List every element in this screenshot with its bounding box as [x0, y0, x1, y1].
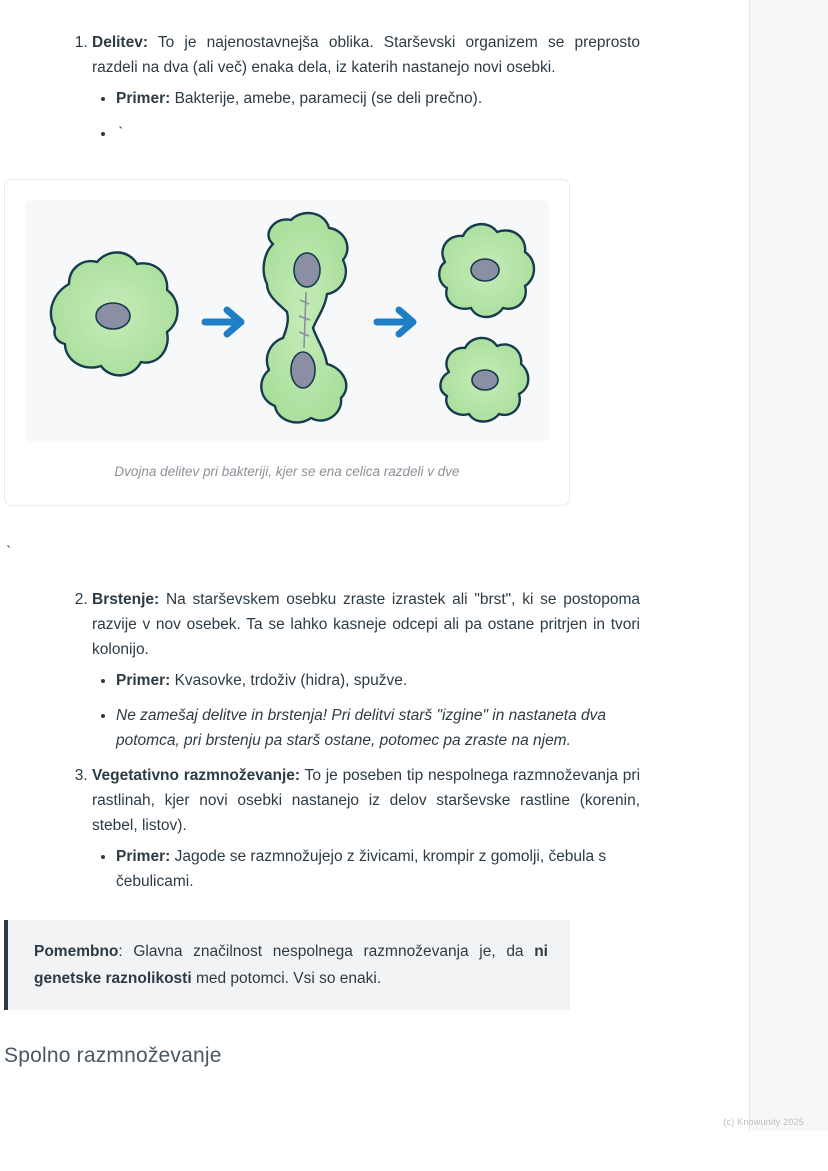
list-item: [92, 587, 640, 753]
sub-item-text: `: [116, 125, 126, 143]
sub-item-text: Kvasovke, trdoživ (hidra), spužve.: [170, 672, 408, 689]
sub-item-term: Primer:: [116, 90, 171, 107]
watermark: (c) Knowunity 2025: [723, 1117, 804, 1127]
important-callout: [4, 920, 570, 1010]
list-item: [116, 121, 640, 147]
sub-item-text: Jagode se razmnožujejo z živicami, krompir z gomolji, čebula s čebulicami.: [116, 848, 607, 890]
sub-list: [92, 86, 640, 147]
section-heading: Spolno razmnoževanje: [4, 1044, 222, 1067]
cell-division-diagram: [25, 200, 549, 442]
sub-item-term: Primer:: [116, 672, 171, 689]
callout-text-2: med potomci. Vsi so enaki.: [191, 970, 382, 987]
sub-list: [92, 668, 640, 753]
callout-text-1: : Glavna značilnost nespolnega razmnoževanja je, da: [118, 943, 535, 960]
stray-backtick: `: [4, 544, 14, 561]
numbered-list-continued: [66, 587, 640, 894]
scrollbar-rail[interactable]: [749, 0, 828, 1131]
sub-item-term: Primer:: [116, 848, 171, 865]
sub-item-text: Bakterije, amebe, paramecij (se deli prečno).: [170, 90, 483, 107]
list-item-text: To je najenostavnejša oblika. Starševski organizem se preprosto razdeli na dva (ali več) enaka dela, iz katerih nastanejo novi osebki.: [92, 34, 640, 76]
figure-card: [4, 179, 570, 506]
list-item: [92, 763, 640, 894]
cell-division-illustration: [25, 200, 549, 442]
callout-bold-part: ni genetske raznolikosti: [34, 943, 548, 987]
list-item-term: Vegetativno razmnoževanje:: [92, 767, 301, 784]
list-item: [116, 668, 640, 693]
list-item: [116, 703, 640, 753]
document-content: [4, 30, 641, 1068]
callout-lead: Pomembno: [34, 943, 119, 960]
list-item-text: Na starševskem osebku zraste izrastek ali "brst", ki se postopoma razvije v nov osebek. Ta se lahko kasneje odcepi ali pa ostane pritrjen in tvori kolonijo.: [92, 591, 640, 658]
list-item-text: To je poseben tip nespolnega razmnoževanja pri rastlinah, kjer novi osebki nastanejo iz delov starševske rastline (korenin, stebel, listov).: [92, 767, 641, 834]
sub-item-text: Ne zamešaj delitve in brstenja! Pri delitvi starš "izgine" in nastaneta dva potomca, pri brstenju pa starš ostane, potomec pa zraste na njem.: [116, 707, 607, 749]
numbered-list: [66, 30, 640, 147]
list-item: [116, 844, 640, 894]
figure-caption: Dvojna delitev pri bakteriji, kjer se ena celica razdeli v dve: [114, 464, 460, 479]
list-item-term: Brstenje:: [92, 591, 160, 608]
list-item: [116, 86, 640, 111]
sub-list: [92, 844, 640, 894]
list-item-term: Delitev:: [92, 34, 148, 51]
list-item: [92, 30, 640, 147]
